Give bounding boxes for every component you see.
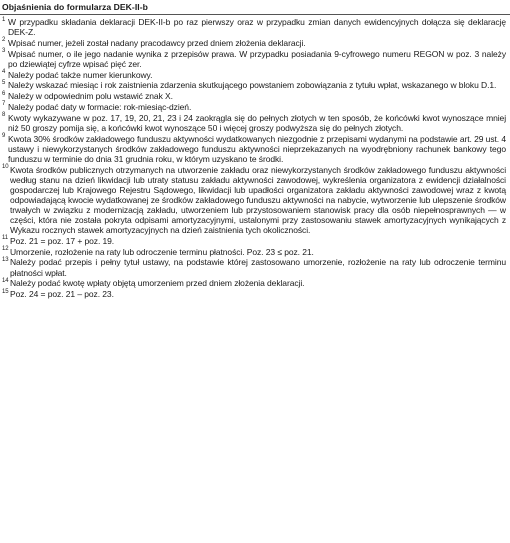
footnote-number: 8: [2, 112, 6, 119]
footnote-text: Umorzenie, rozłożenie na raty lub odroczenie terminu płatności. Poz. 23 ≤ poz. 21.: [10, 246, 314, 257]
footnote-item: [2, 102, 506, 112]
footnote-item: [2, 247, 506, 257]
footnote-number: 2: [2, 37, 6, 44]
footnote-number: 11: [2, 235, 9, 242]
footnote-number: 14: [2, 277, 9, 284]
footnote-item: [2, 70, 506, 80]
footnote-item: [2, 80, 506, 90]
footnote-item: [2, 278, 506, 288]
footnote-number: 15: [2, 288, 9, 295]
footnote-number: 10: [2, 164, 9, 170]
footnote-text: Należy wskazać miesiąc i rok zaistnienia zdarzenia skutkującego powstaniem zobowiązania z tytułu wpłat, wskazanego w bloku D.1.: [8, 80, 497, 91]
footnote-number: 13: [2, 256, 9, 263]
footnote-number: 12: [2, 246, 9, 253]
footnote-text: Kwoty wykazywane w poz. 17, 19, 20, 21, 23 i 24 zaokrągla się do pełnych złotych w ten sposób, że końcówki kwot wynoszące mniej niż 50 groszy pomija się, a końcówki kwot wynoszące 50 i więcej groszy podwyższa się do pełnych złotych.: [8, 112, 506, 133]
footnote-item: [2, 113, 506, 133]
footnote-list: [2, 17, 506, 300]
footnote-item: [2, 17, 506, 37]
footnote-text: Kwota 30% środków zakładowego funduszu aktywności wydatkowanych niezgodnie z przepisami wydanymi na podstawie art. 29 ust. 4 ustawy i niewykorzystanych środków zakładowego funduszu aktywności nieprzekazanych na wyodrębniony rachunek bankowy tego funduszu w terminie do dnia 31 grudnia roku, w którym uzyskano te środki.: [8, 133, 506, 164]
footnote-item: [2, 236, 506, 246]
footnote-item: [2, 134, 506, 164]
footnote-text: Wpisać numer, o ile jego nadanie wynika z przepisów prawa. W przypadku posiadania 9-cyfrowego numeru REGON w poz. 3 należy po dziewiątej cyfrze wpisać pięć zer.: [8, 48, 506, 69]
footnote-number: 5: [2, 79, 6, 86]
footnote-text: W przypadku składania deklaracji DEK-II-b po raz pierwszy oraz w przypadku zmian danych ewidencyjnych dołącza się deklarację DEK-Z.: [8, 17, 506, 38]
footnote-text: Poz. 21 = poz. 17 + poz. 19.: [10, 235, 115, 246]
footnote-item: [2, 165, 506, 236]
footnote-number: 9: [2, 133, 6, 140]
footnote-number: 6: [2, 90, 6, 97]
footnote-item: [2, 49, 506, 69]
footnote-item: [2, 38, 506, 48]
footnote-text: Poz. 24 = poz. 21 – poz. 23.: [10, 289, 114, 300]
footnote-number: 4: [2, 69, 6, 76]
footnote-number: 7: [2, 101, 6, 108]
footnote-number: 3: [2, 48, 6, 55]
footnote-item: [2, 289, 506, 299]
footnote-text: Wpisać numer, jeżeli został nadany pracodawcy przed dniem złożenia deklaracji.: [8, 37, 306, 48]
footnote-number: 1: [2, 16, 6, 23]
page-title: Objaśnienia do formularza DEK-II-b: [2, 2, 148, 12]
footnote-text: Należy w odpowiednim polu wstawić znak X.: [8, 91, 173, 102]
footnote-item: [2, 91, 506, 101]
footnote-text: Kwota środków publicznych otrzymanych na utworzenie zakładu oraz niewykorzystanych środków zakładowego funduszu aktywności według stanu na dzień likwidacji lub utraty statusu zakładu aktywności zawodowej, wykreślenia organizatora z ewidencji działalności gospodarczej lub Krajowego Rejestru Sądowego, likwidacji lub upadłości organizatora zakładu aktywności zawodowej wraz z kwotą odpowiadającą kwocie wydatkowanej ze środków zakładowego funduszu aktywności na nabycie, wytworzenie lub ulepszenie środków trwałych w związku z modernizacją zakładu, utworzeniem lub przystosowaniem stanowisk pracy dla osób niepełnosprawnych — w części, która nie została pokryta odpisami amortyzacyjnymi, ustalonymi przy zastosowaniu stawek amortyzacyjnych wynikających z Wykazu rocznych stawek amortyzacyjnych na dzień zaistnienia tych okoliczności.: [10, 164, 506, 236]
footnote-item: [2, 257, 506, 277]
footnote-text: Należy podać daty w formacie: rok-miesiąc-dzień.: [8, 101, 192, 112]
footnote-text: Należy podać także numer kierunkowy.: [8, 69, 153, 80]
title-divider: [0, 14, 510, 15]
footnote-text: Należy podać kwotę wpłaty objętą umorzeniem przed dniem złożenia deklaracji.: [10, 278, 305, 289]
footnote-text: Należy podać przepis i pełny tytuł ustawy, na podstawie której zastosowano umorzenie, rozłożenie na raty lub odroczenie terminu płatności wpłat.: [10, 257, 506, 278]
